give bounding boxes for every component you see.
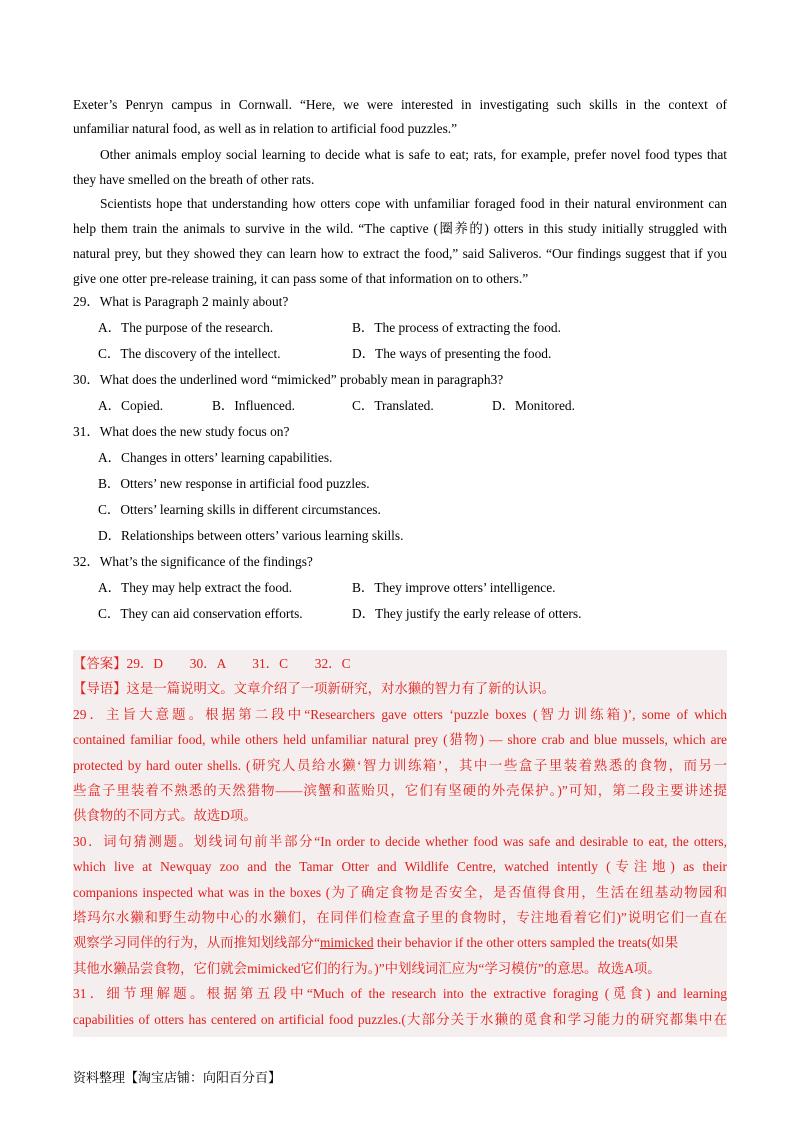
question-29-option-d: D．The ways of presenting the food. [352, 346, 552, 361]
footer-source: 资料整理【淘宝店铺：向阳百分百】 [73, 1070, 282, 1085]
explanation-29-line-3: protected by hard outer shells. (研究人员给水獭‘智力训练箱’，其中一些盒子里装着熟悉的食物，而另一 [73, 758, 727, 773]
question-29-option-c: C．The discovery of the intellect. [98, 346, 281, 361]
explanation-30-line-4: 塔玛尔水獭和野生动物中心的水獭们，在同伴们检查盒子里的食物时，专注地看着它们)”说明它们一直在 [73, 910, 727, 925]
explanation-30-line-1: 30．词句猜测题。划线词句前半部分“In order to decide whether food was safe and desirable to eat, the otters, [73, 834, 727, 849]
explanation-30-line-6: 其他水獭品尝食物，它们就会mimicked它们的行为。)”中划线词汇应为“学习模仿”的意思。故选A项。 [73, 961, 661, 976]
answer-guide: 【导语】这是一篇说明文。文章介绍了一项新研究，对水獭的智力有了新的认识。 [73, 681, 556, 696]
question-31-option-a: A．Changes in otters’ learning capabilities. [98, 450, 333, 465]
question-30-option-b: B．Influenced. [212, 398, 295, 413]
passage-paragraph-3 [73, 191, 727, 291]
question-31-stem: 31．What does the new study focus on? [73, 424, 290, 439]
question-29-option-b: B．The process of extracting the food. [352, 320, 561, 335]
explanation-text: 观察学习同伴的行为，从而推知划线部分“ [73, 935, 320, 950]
question-31-option-d: D．Relationships between otters’ various learning skills. [98, 528, 404, 543]
question-32-stem: 32．What’s the significance of the findings? [73, 554, 313, 569]
question-31-option-b: B．Otters’ new response in artificial food puzzles. [98, 476, 370, 491]
explanation-29-line-1: 29．主旨大意题。根据第二段中“Researchers gave otters ‘puzzle boxes (智力训练箱)’, some of which [73, 707, 727, 722]
explanation-29-line-5: 供食物的不同方式。故选D项。 [73, 808, 257, 823]
paragraph-text: Scientists hope that understanding how otters cope with unfamiliar foraged food in their natural environment can help them train the animals to survive in the wild. “The captive (圈养的) otters in this study initially struggled with natural prey, but they showed they can learn how to extract the food,” said Saliveros. “Our findings suggest that if you give one otter pre-release training, it can pass some of that information on to others.” [73, 196, 727, 286]
question-32-option-b: B．They improve otters’ intelligence. [352, 580, 556, 595]
question-30-option-d: D．Monitored. [492, 398, 575, 413]
explanation-30-line-3: companions inspected what was in the boxes (为了确定食物是否安全，是否值得食用，生活在纽基动物园和 [73, 885, 727, 900]
underlined-word: mimicked [319, 935, 374, 950]
question-30-option-a: A．Copied. [98, 398, 164, 413]
explanation-29-line-2: contained familiar food, while others held unfamiliar natural prey (猎物) — shore crab and blue mussels, which are [73, 732, 727, 747]
explanation-30-line-5 [73, 933, 727, 953]
question-29-option-a: A．The purpose of the research. [98, 320, 274, 335]
question-30-stem: 30．What does the underlined word “mimicked” probably mean in paragraph3? [73, 372, 504, 387]
question-32-option-c: C．They can aid conservation efforts. [98, 606, 303, 621]
passage-line-1: Exeter’s Penryn campus in Cornwall. “Here, we were interested in investigating such skills in the context of [73, 97, 727, 112]
question-31-option-c: C．Otters’ learning skills in different circumstances. [98, 502, 381, 517]
passage-line-2: unfamiliar natural food, as well as in relation to artificial food puzzles.” [73, 121, 458, 136]
explanation-text: their behavior if the other otters sampled the treats(如果 [373, 935, 679, 950]
explanation-29-line-4: 些盒子里装着不熟悉的天然猎物——滨蟹和蓝贻贝，它们有坚硬的外壳保护。)”可知，第二段主要讲述提 [73, 783, 727, 798]
explanation-31-line-2: capabilities of otters has centered on artificial food puzzles.(大部分关于水獭的觅食和学习能力的研究都集中在 [73, 1012, 727, 1027]
paragraph-text: Other animals employ social learning to decide what is safe to eat; rats, for example, prefer novel food types that they have smelled on the breath of other rats. [73, 147, 727, 187]
explanation-30-line-2: which live at Newquay zoo and the Tamar Otter and Wildlife Centre, watched intently (专注地) as their [73, 859, 727, 874]
question-29-stem: 29．What is Paragraph 2 mainly about? [73, 294, 289, 309]
passage-paragraph-2 [73, 142, 727, 192]
question-32-option-d: D．They justify the early release of otters. [352, 606, 582, 621]
question-30-option-c: C．Translated. [352, 398, 434, 413]
explanation-31-line-1: 31．细节理解题。根据第五段中“Much of the research into the extractive foraging (觅食) and learning [73, 986, 727, 1001]
answer-key: 【答案】29．D 30．A 31．C 32．C [73, 656, 351, 671]
question-32-option-a: A．They may help extract the food. [98, 580, 293, 595]
